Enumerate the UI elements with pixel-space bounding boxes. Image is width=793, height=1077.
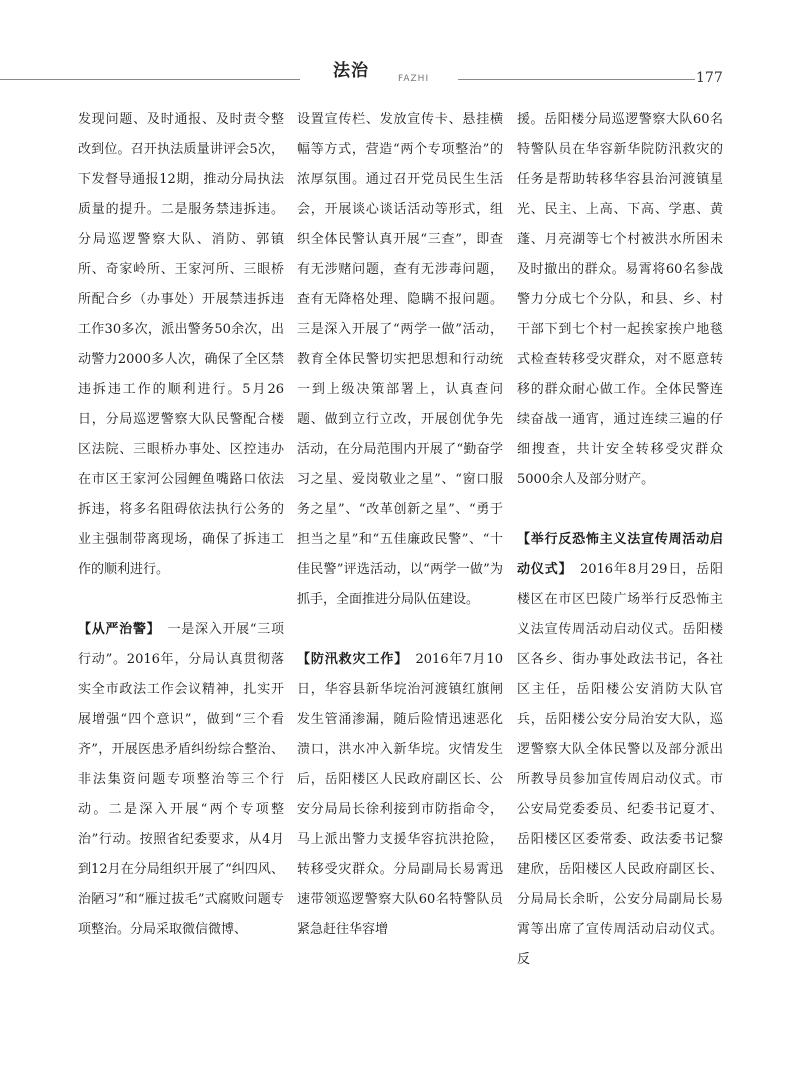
paragraph: 设置宣传栏、发放宣传卡、悬挂横幅等方式，营造“两个专项整治”的浓厚氛围。通过召开党员民生生活会，开展谈心谈话活动等形式，组织全体民警认真开展“三查”，即查有无涉赌问题，查有无涉毒问题，查有无降格处理、隐瞒不报问题。三是深入开展了“两学一做”活动，教育全体民警切实把思想和行动统一到上级决策部署上，认真查问题、做到立行立改，开展创优争先活动，在分局范围内开展了“勤奋学习之星、爱岗敬业之星”、“窗口服务之星”、“改革创新之星”、“勇于担当之星”和“五佳廉政民警”、“十佳民警”评选活动，以“两学一做”为抓手，全面推进分局队伍建设。	[297, 112, 503, 607]
paragraph	[297, 645, 503, 945]
paragraph: 发现问题、及时通报、及时责令整改到位。召开执法质量讲评会5次，下发督导通报12期，推动分局执法质量的提升。二是服务禁违拆违。分局巡逻警察大队、消防、郭镇所、奇家岭所、王家河所、三眼桥所配合乡（办事处）开展禁违拆违工作30多次，派出警务50余次，出动警力2000多人次，确保了全区禁违拆违工作的顺利进行。5月26日，分局巡逻警察大队民警配合楼区法院、三眼桥办事处、区控违办在市区王家河公园鲤鱼嘴路口依法拆违，将多名阻碍依法执行公务的业主强制带离现场，确保了拆违工作的顺利进行。	[78, 112, 284, 577]
paragraph: 援。岳阳楼分局巡逻警察大队60名特警队员在华容新华院防汛救灾的任务是帮助转移华容县治河渡镇星光、民主、上高、下高、学惠、黄蓬、月亮湖等七个村被洪水所困未及时撤出的群众。易霄将60名参战警力分成七个分队，和县、乡、村干部下到七个村一起挨家挨户地毯式检查转移受灾群众，对不愿意转移的群众耐心做工作。全体民警连续奋战一通宵，通过连续三遍的仔细搜查，共计安全转移受灾群众5000余人及部分财产。	[517, 112, 723, 487]
paragraph-text: 一是深入开展“三项行动”。2016年，分局认真贯彻落实全市政法工作会议精神，扎实开展增强“四个意识”，做到“三个看齐”，开展医患矛盾纠纷综合整治、非法集资问题专项整治等三个行动。二是深入开展“两个专项整治”行动。按照省纪委要求，从4月到12月在分局组织开展了“纠四风、治陋习”和“雁过拔毛”式腐败问题专项整治。分局采取微信微博、	[78, 622, 284, 937]
page-number: 177	[696, 70, 723, 86]
paragraph	[517, 525, 723, 975]
section-heading: 【举行反恐怖主义法宣传周活动启动仪式】	[517, 532, 723, 577]
section-title: 法治	[333, 61, 369, 81]
paragraph-gap	[517, 495, 723, 525]
section-heading: 【从严治警】	[78, 622, 154, 637]
header-rule-right	[458, 79, 695, 80]
paragraph	[78, 615, 284, 945]
header-rule-left	[0, 79, 300, 80]
paragraph-text: 2016年7月10日，华容县新华垸治河渡镇红旗闸发生管涌渗漏，随后险情迅速恶化溃口，洪水冲入新华垸。灾情发生后，岳阳楼区人民政府副区长、公安分局局长徐利接到市防指命令，马上派出警力支援华容抗洪抢险，转移受灾群众。分局副局长易霄迅速带领巡逻警察大队60名特警队员紧急赶往华容增	[297, 652, 503, 937]
paragraph-gap	[78, 585, 284, 615]
paragraph-gap	[297, 615, 503, 645]
section-heading: 【防汛救灾工作】	[297, 652, 402, 667]
text-column-1	[78, 105, 284, 945]
text-column-2	[297, 105, 503, 945]
text-column-3	[517, 105, 723, 975]
paragraph-text: 2016年8月29日，岳阳楼区在市区巴陵广场举行反恐怖主义法宣传周活动启动仪式。岳阳楼区各乡、街办事处政法书记，各社区主任，岳阳楼公安消防大队官兵，岳阳楼公安分局治安大队，巡逻警察大队全体民警以及部分派出所教导员参加宣传周启动仪式。市公安局党委委员、纪委书记夏才、岳阳楼区区委常委、政法委书记黎建欣，岳阳楼区人民政府副区长、分局局长余昕，公安分局副局长易霄等出席了宣传周活动启动仪式。反	[517, 562, 723, 967]
section-subtitle: FAZHI	[398, 74, 430, 84]
